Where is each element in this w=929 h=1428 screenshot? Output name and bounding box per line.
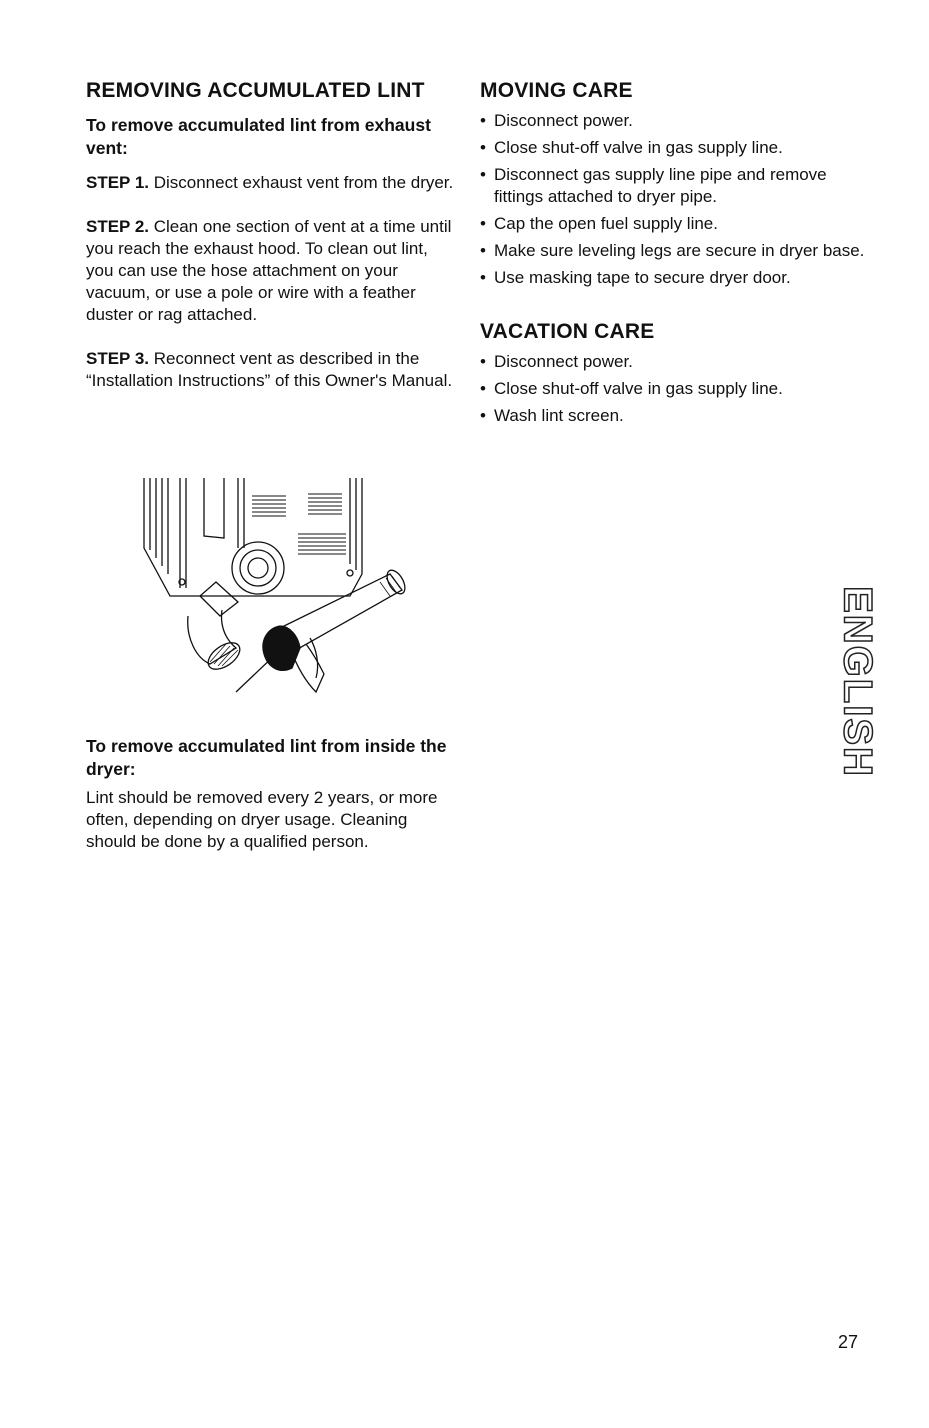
- step-1: [86, 172, 458, 194]
- vacation-care-list: [480, 351, 880, 427]
- inside-dryer-subhead: To remove accumulated lint from inside the dryer:: [86, 736, 447, 779]
- lint-heading: REMOVING ACCUMULATED LINT: [86, 79, 425, 102]
- step-2: [86, 216, 458, 326]
- step-3-text: Reconnect vent as described in the “Installation Instructions” of this Owner's Manual.: [86, 349, 453, 390]
- dryer-vent-cleaning-illustration: [140, 478, 410, 700]
- list-item: • Make sure leveling legs are secure in dryer base.: [480, 240, 880, 262]
- language-tab-label: ENGLISH: [835, 586, 880, 778]
- list-item: • Disconnect power.: [480, 110, 880, 132]
- list-item: • Wash lint screen.: [480, 405, 880, 427]
- inside-dryer-text: Lint should be removed every 2 years, or more often, depending on dryer usage. Cleaning should be done by a qualified person.: [86, 788, 438, 851]
- step-1-label: STEP 1.: [86, 173, 149, 192]
- moving-care-heading: MOVING CARE: [480, 79, 633, 102]
- step-1-text: Disconnect exhaust vent from the dryer.: [149, 173, 454, 192]
- list-item: • Disconnect power.: [480, 351, 880, 373]
- list-item: • Close shut-off valve in gas supply line.: [480, 378, 880, 400]
- list-item: • Cap the open fuel supply line.: [480, 213, 880, 235]
- step-2-text: Clean one section of vent at a time until you reach the exhaust hood. To clean out lint, you can use the hose attachment on your vacuum, or use a pole or wire with a feather duster or rag attached.: [86, 217, 452, 324]
- list-item: • Disconnect gas supply line pipe and remove fittings attached to dryer pipe.: [480, 164, 880, 208]
- list-item: • Use masking tape to secure dryer door.: [480, 267, 880, 289]
- step-3: [86, 348, 458, 392]
- vacation-care-heading: VACATION CARE: [480, 320, 655, 343]
- lint-section: [86, 78, 458, 392]
- inside-dryer-section: [86, 725, 458, 853]
- moving-care-list: [480, 110, 880, 289]
- step-2-label: STEP 2.: [86, 217, 149, 236]
- language-tab: [835, 586, 880, 778]
- page-number: 27: [838, 1332, 859, 1352]
- exhaust-vent-subhead: To remove accumulated lint from exhaust vent:: [86, 115, 431, 158]
- care-section: [480, 78, 880, 432]
- step-3-label: STEP 3.: [86, 349, 149, 368]
- list-item: • Close shut-off valve in gas supply line.: [480, 137, 880, 159]
